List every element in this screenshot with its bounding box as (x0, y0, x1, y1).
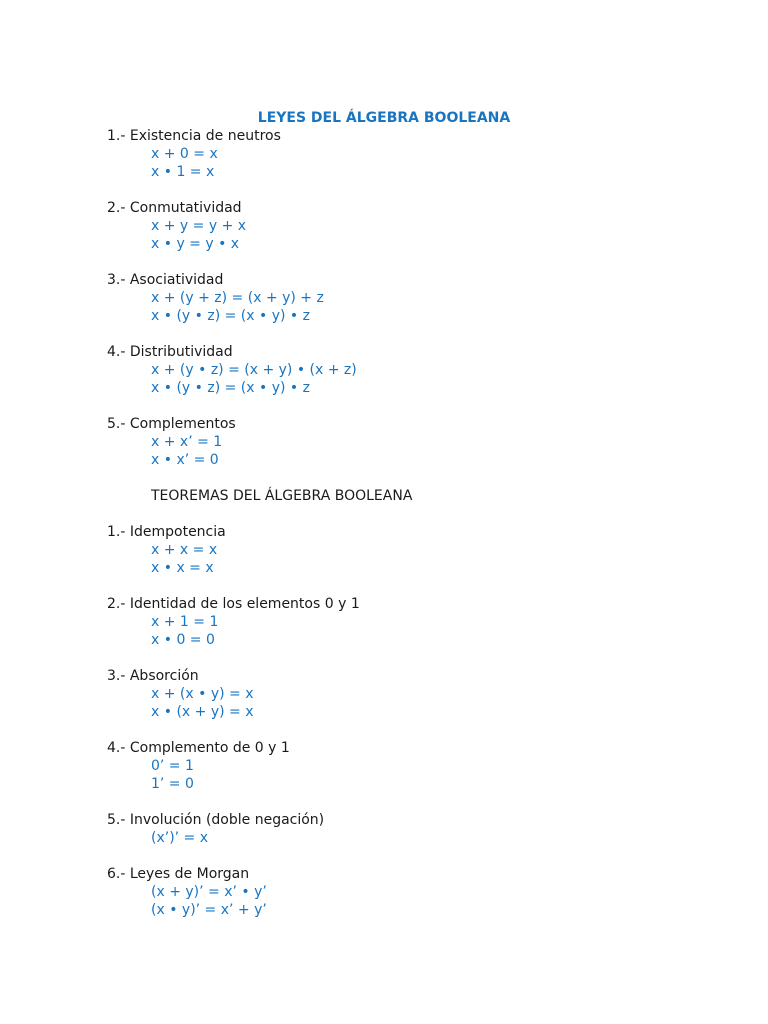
law-section (107, 415, 707, 469)
law-formula: x • (y • z) = (x • y) • z (151, 380, 310, 396)
theorem-formula: x + 1 = 1 (151, 614, 219, 630)
law-section (107, 343, 707, 397)
law-section (107, 199, 707, 253)
law-section (107, 271, 707, 325)
theorem-formula: 1’ = 0 (151, 776, 194, 792)
theorem-section (107, 865, 707, 919)
theorems-list (107, 523, 707, 919)
law-heading: 4.- Distributividad (107, 344, 233, 360)
law-formula: x • x’ = 0 (151, 452, 219, 468)
law-formula: x + x’ = 1 (151, 434, 223, 450)
law-heading: 1.- Existencia de neutros (107, 128, 281, 144)
theorem-section (107, 739, 707, 793)
theorem-heading: 6.- Leyes de Morgan (107, 866, 250, 882)
law-heading: 3.- Asociatividad (107, 272, 224, 288)
law-section (107, 127, 707, 181)
law-heading: 5.- Complementos (107, 416, 236, 432)
law-formula: x • 1 = x (151, 164, 215, 180)
document-page (107, 109, 707, 937)
law-formula: x + (y • z) = (x + y) • (x + z) (151, 362, 357, 378)
theorem-heading: 5.- Involución (doble negación) (107, 812, 325, 828)
theorem-section (107, 595, 707, 649)
theorem-formula: 0’ = 1 (151, 758, 194, 774)
theorem-formula: x • (x + y) = x (151, 704, 254, 720)
theorem-heading: 4.- Complemento de 0 y 1 (107, 740, 290, 756)
theorem-heading: 3.- Absorción (107, 668, 199, 684)
theorem-section (107, 811, 707, 847)
theorem-formula: x + x = x (151, 542, 218, 558)
law-formula: x + (y + z) = (x + y) + z (151, 290, 324, 306)
document-title: LEYES DEL ÁLGEBRA BOOLEANA (257, 110, 511, 126)
theorem-section (107, 523, 707, 577)
law-formula: x + y = y + x (151, 218, 247, 234)
theorem-formula: (x’)’ = x (151, 830, 209, 846)
law-formula: x + 0 = x (151, 146, 218, 162)
theorems-title: TEOREMAS DEL ÁLGEBRA BOOLEANA (151, 488, 413, 504)
law-formula: x • y = y • x (151, 236, 240, 252)
theorem-heading: 1.- Idempotencia (107, 524, 226, 540)
theorem-formula: (x • y)’ = x’ + y’ (151, 902, 267, 918)
law-heading: 2.- Conmutatividad (107, 200, 242, 216)
theorem-section (107, 667, 707, 721)
theorem-formula: x • x = x (151, 560, 214, 576)
theorem-formula: x • 0 = 0 (151, 632, 215, 648)
theorem-formula: (x + y)’ = x’ • y’ (151, 884, 267, 900)
laws-list (107, 127, 707, 469)
law-formula: x • (y • z) = (x • y) • z (151, 308, 310, 324)
theorem-heading: 2.- Identidad de los elementos 0 y 1 (107, 596, 360, 612)
theorem-formula: x + (x • y) = x (151, 686, 254, 702)
